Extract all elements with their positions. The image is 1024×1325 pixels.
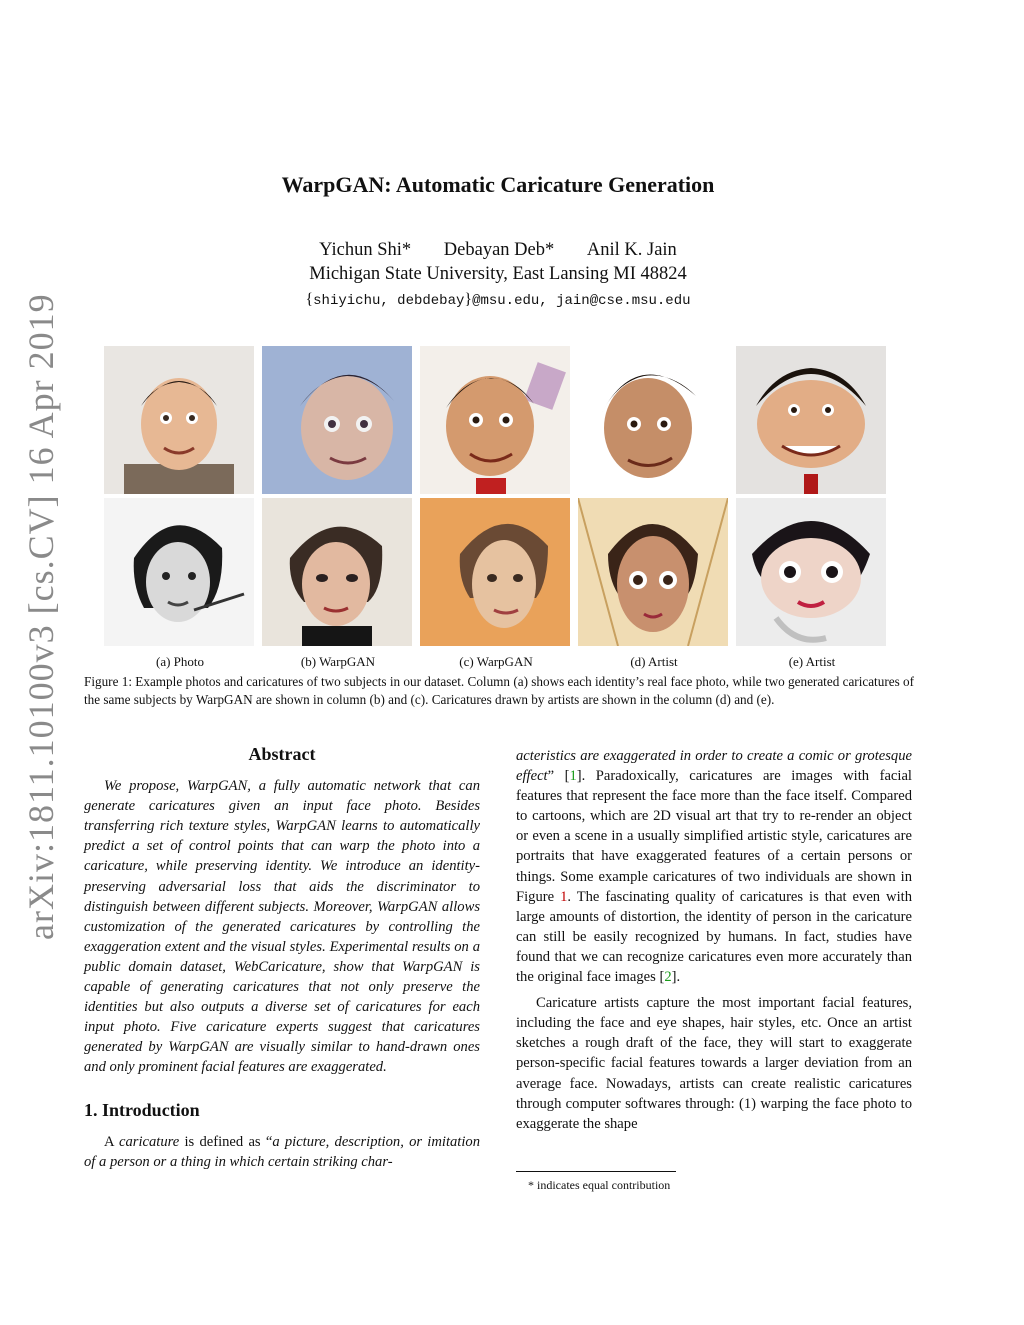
footnote-rule [516,1171,676,1172]
paper-title: WarpGAN: Automatic Caricature Generation [281,172,715,197]
photo-female-real [104,498,254,646]
artist-male-1 [578,346,728,494]
left-column [84,744,480,1172]
right-quote-close: ” [ [547,768,570,785]
affiliation: Michigan State University, East Lansing MI 48824 [309,264,687,284]
author-emails [0,291,996,309]
intro-quote: a picture, description, or imitation of a person or a thing in which certain striking char- [84,1133,480,1170]
artist-female-2 [736,498,886,646]
artist-female-1 [578,498,728,646]
subcaption-c: (c) WarpGAN [459,654,533,669]
warpgan-female-1 [262,498,412,646]
email-close-brace: } [464,291,473,308]
citation-1-link[interactable]: 1 [569,768,577,785]
figure-image-grid [104,346,888,646]
artist-male-2 [736,346,886,494]
arxiv-side-stamp: arXiv:1811.10100v3 [cs.CV] 16 Apr 2019 [21,293,61,940]
subcaption-a: (a) Photo [155,654,205,669]
intro-text-a: A [104,1133,119,1150]
footnote: * indicates equal contribution [528,1178,671,1192]
author-2: Debayan Deb* [443,240,555,260]
warpgan-female-2 [420,498,570,646]
warpgan-male-1 [262,346,412,494]
subcaption-b: (b) WarpGAN [300,654,376,669]
intro-text-c: is defined as “ [179,1133,273,1150]
intro-term: caricature [118,1133,180,1150]
subcaption-d: (d) Artist [630,654,678,669]
right-quote: acteristics are exaggerated in order to create a comic or grotesque effect [516,748,912,785]
email-open-brace: { [305,291,314,308]
figure-caption: Figure 1: Example photos and caricatures of two subjects in our dataset. Column (a) shows each identity’s real face photo, while two generated caricatures of the same subjects by WarpGAN are shown in column (b) and (c). Caricatures drawn by artists are shown in the column (d) and (e). [84,674,914,707]
author-3: Anil K. Jain [586,240,677,260]
intro-heading: 1. Introduction [84,1099,200,1120]
right-paragraph-2: Caricature artists capture the most important facial features, including the face and eye shapes, hair styles, etc. Once an artist sketches a rough draft of the face, they will start to exaggerate person-specific facial features towards a larger deviation from an average face. Nowadays, artists can create realistic caricatures through computer softwares through: (1) warping the face photo to exaggerate the shape [516,995,912,1132]
intro-paragraph [84,1132,480,1172]
author-1: Yichun Shi* [319,240,412,260]
citation-2-link[interactable]: 2 [664,969,672,986]
warpgan-male-2 [420,346,570,494]
abstract-heading: Abstract [248,744,316,764]
right-text-b: ]. Paradoxically, caricatures are images with facial features that represent the face more than the face itself. Compared to cartoons, which are 2D visual art that try to re-render an object or even a scene in a usually simplified artistic style, caricatures are portraits that have exaggerated features of a certain persons or things. Some example caricatures of two individuals are shown in Figure [516,768,912,905]
email-group: shiyichu, debdebay [313,293,465,309]
right-paragraph-1 [516,746,912,987]
figure-1-link[interactable]: 1 [560,888,568,905]
author-list [0,240,996,261]
right-column [516,746,912,1134]
abstract-body: We propose, WarpGAN, a fully automatic network that can generate caricatures given an input face photo. Besides transferring rich texture styles, WarpGAN learns to automatically predict a set of control points that can warp the photo into a caricature, while preserving identity. We introduce an identity-preserving adversarial loss that aids the discriminator to distinguish between different subjects. Moreover, WarpGAN allows customization of the generated caricatures by controlling the exaggeration extent and the visual styles. Experimental results on a public domain dataset, WebCaricature, show that WarpGAN is capable of generating caricatures that not only preserve the identities but also outputs a diverse set of caricatures for each input photo. Five caricature experts suggest that caricatures generated by WarpGAN are visually similar to hand-drawn ones and only prominent facial features are exaggerated. [84,778,480,1076]
photo-male-real [104,346,254,494]
subcaption-e: (e) Artist [788,654,836,669]
right-text-c: . The fascinating quality of caricatures is that even with large amounts of distortion, the identity of person in the caricature can still be easily recognized by humans. In fact, studies have found that we can recognize caricatures even more accurately than the original face images [ [516,888,912,986]
right-text-d: ]. [671,969,681,986]
email-rest: @msu.edu, jain@cse.msu.edu [472,293,691,309]
